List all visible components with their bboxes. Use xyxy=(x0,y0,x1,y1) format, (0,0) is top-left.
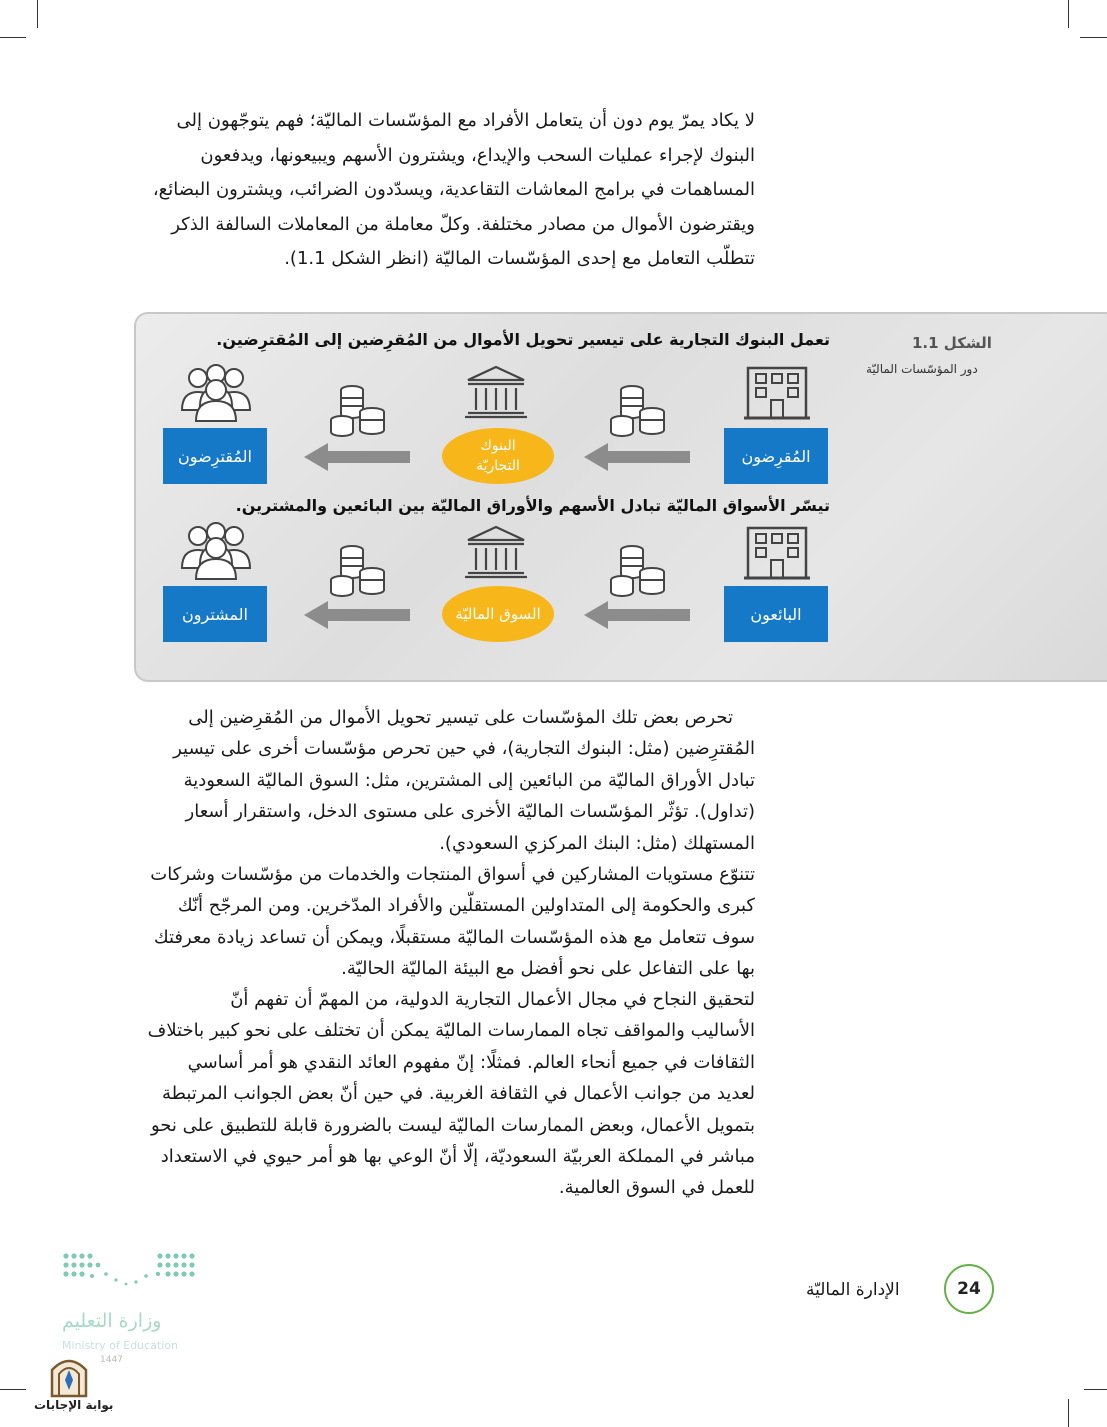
text-line: المُقترِضين (مثل: البنوك التجارية)، في حين تحرص مؤسّسات أخرى على تيسير xyxy=(173,738,755,760)
text-line: الثقافات في جميع أنحاء العالم. فمثلًا: إنّ مفهوم العائد النقدي هو أمر أساسي xyxy=(187,1051,755,1073)
text-line: تتطلّب التعامل مع إحدى المؤسّسات الماليّة (انظر الشكل 1.1). xyxy=(284,248,755,269)
crop-mark xyxy=(0,1389,26,1390)
sellers-box: البائعون xyxy=(724,586,828,642)
text-line: ويقترضون الأموال من مصادر مختلفة. وكلّ معاملة من المعاملات السالفة الذكر xyxy=(171,213,755,235)
arrow-left-icon xyxy=(584,443,690,471)
text-line: البنوك لإجراء عمليات السحب والإيداع، ويشترون الأسهم ويبيعونها، ويدفعون xyxy=(200,144,755,166)
paragraph-1 xyxy=(135,702,755,859)
text-line: بها على التفاعل على نحو أفضل مع البيئة الماليّة الحاليّة. xyxy=(341,958,755,980)
arrow-left-icon xyxy=(304,443,410,471)
coins-icon xyxy=(610,382,668,438)
text-line: تحرص بعض تلك المؤسّسات على تيسير تحويل الأموال من المُقرِضين إلى xyxy=(188,707,733,728)
figure-caption: دور المؤسّسات الماليّة xyxy=(866,362,978,376)
text-line: الأساليب والمواقف تجاه الممارسات الماليّة يمكن أن تختلف على نحو كبير باختلاف xyxy=(147,1020,755,1042)
ministry-logo-dots xyxy=(62,1252,196,1288)
building-icon xyxy=(744,362,810,420)
crop-mark xyxy=(0,37,26,38)
oval-line: البنوك xyxy=(480,438,516,454)
text-line: للعمل في السوق العالمية. xyxy=(558,1177,755,1199)
arrow-left-icon xyxy=(584,601,690,629)
arrow-left-icon xyxy=(304,601,410,629)
borrowers-box: المُقترِضون xyxy=(163,428,267,484)
text-line: لا يكاد يمرّ يوم دون أن يتعامل الأفراد مع المؤسّسات الماليّة؛ فهم يتوجّهون إلى xyxy=(176,110,755,131)
building-icon xyxy=(744,522,810,580)
lenders-box: المُقرِضون xyxy=(724,428,828,484)
buyers-box: المشترون xyxy=(163,586,267,642)
brand-label: بوابة الإجابات xyxy=(34,1398,114,1412)
text-line: لتحقيق النجاح في مجال الأعمال التجارية الدولية، من المهمّ أن تفهم أنّ xyxy=(230,989,755,1010)
ministry-name-english: Ministry of Education xyxy=(62,1339,179,1352)
coins-icon xyxy=(330,382,388,438)
ministry-name-arabic: وزارة التعليم xyxy=(62,1310,162,1332)
financial-market-oval: السوق الماليّة xyxy=(442,586,554,642)
text-line: مباشر في المملكة العربيّة السعوديّة، إلّا أنّ الوعي بها هو أمر حيوي في الاستعداد xyxy=(160,1146,755,1168)
bank-icon xyxy=(464,524,528,580)
text-line: المستهلك (مثل: البنك المركزي السعودي). xyxy=(439,832,755,854)
row1-title: تعمل البنوك التجارية على تيسير تحويل الأموال من المُقرِضين إلى المُقترِضين. xyxy=(216,330,830,349)
crop-mark xyxy=(37,0,38,28)
paragraph-3 xyxy=(135,984,755,1204)
coins-icon xyxy=(330,542,388,598)
text-line: بتمويل الأعمال، وبعض الممارسات الماليّة ليست بالضرورة قابلة للتطبيق على نحو xyxy=(151,1114,755,1136)
paragraph-2 xyxy=(135,859,755,985)
text-line: تبادل الأوراق الماليّة من البائعين إلى المشترين، مثل: السوق الماليّة السعودية xyxy=(183,769,755,791)
people-icon xyxy=(180,522,252,580)
figure-number: الشكل 1.1 xyxy=(912,334,992,352)
bank-icon xyxy=(464,364,528,420)
mosque-emblem-icon xyxy=(46,1350,92,1398)
text-line: سوف تتعامل مع هذه المؤسّسات الماليّة مستقبلًا، ويمكن أن تساعد زيادة معرفتك xyxy=(153,926,755,948)
commercial-banks-oval xyxy=(442,428,554,484)
edition-year: 1447 xyxy=(100,1355,123,1365)
text-line: كبرى والحكومة إلى المتداولين المستقلّين والأفراد المدّخرين. ومن المرجّح أنّك xyxy=(177,895,755,917)
crop-mark xyxy=(1068,0,1069,28)
row2-title: تيسّر الأسواق الماليّة تبادل الأسهم والأوراق الماليّة بين البائعين والمشترين. xyxy=(235,496,830,515)
text-line: تتنوّع مستويات المشاركين في أسواق المنتجات والخدمات من مؤسّسات وشركات xyxy=(150,864,755,885)
crop-mark xyxy=(1068,1399,1069,1427)
page-number: 24 xyxy=(944,1264,994,1314)
oval-line: التجاريّة xyxy=(476,458,520,474)
book-title: الإدارة الماليّة xyxy=(806,1280,900,1300)
crop-mark xyxy=(1080,37,1107,38)
intro-paragraph xyxy=(135,104,755,277)
people-icon xyxy=(180,364,252,422)
coins-icon xyxy=(610,542,668,598)
text-line: (تداول). تؤثّر المؤسّسات الماليّة الأخرى على مستوى الدخل، واستقرار أسعار xyxy=(185,801,755,823)
crop-mark xyxy=(1084,1389,1107,1390)
text-line: لعديد من جوانب الأعمال في الثقافة الغربية. في حين أنّ بعض الجوانب المرتبطة xyxy=(161,1083,755,1105)
text-line: المساهمات في برامج المعاشات التقاعدية، ويسدّدون الضرائب، ويشترون البضائع، xyxy=(152,179,755,200)
